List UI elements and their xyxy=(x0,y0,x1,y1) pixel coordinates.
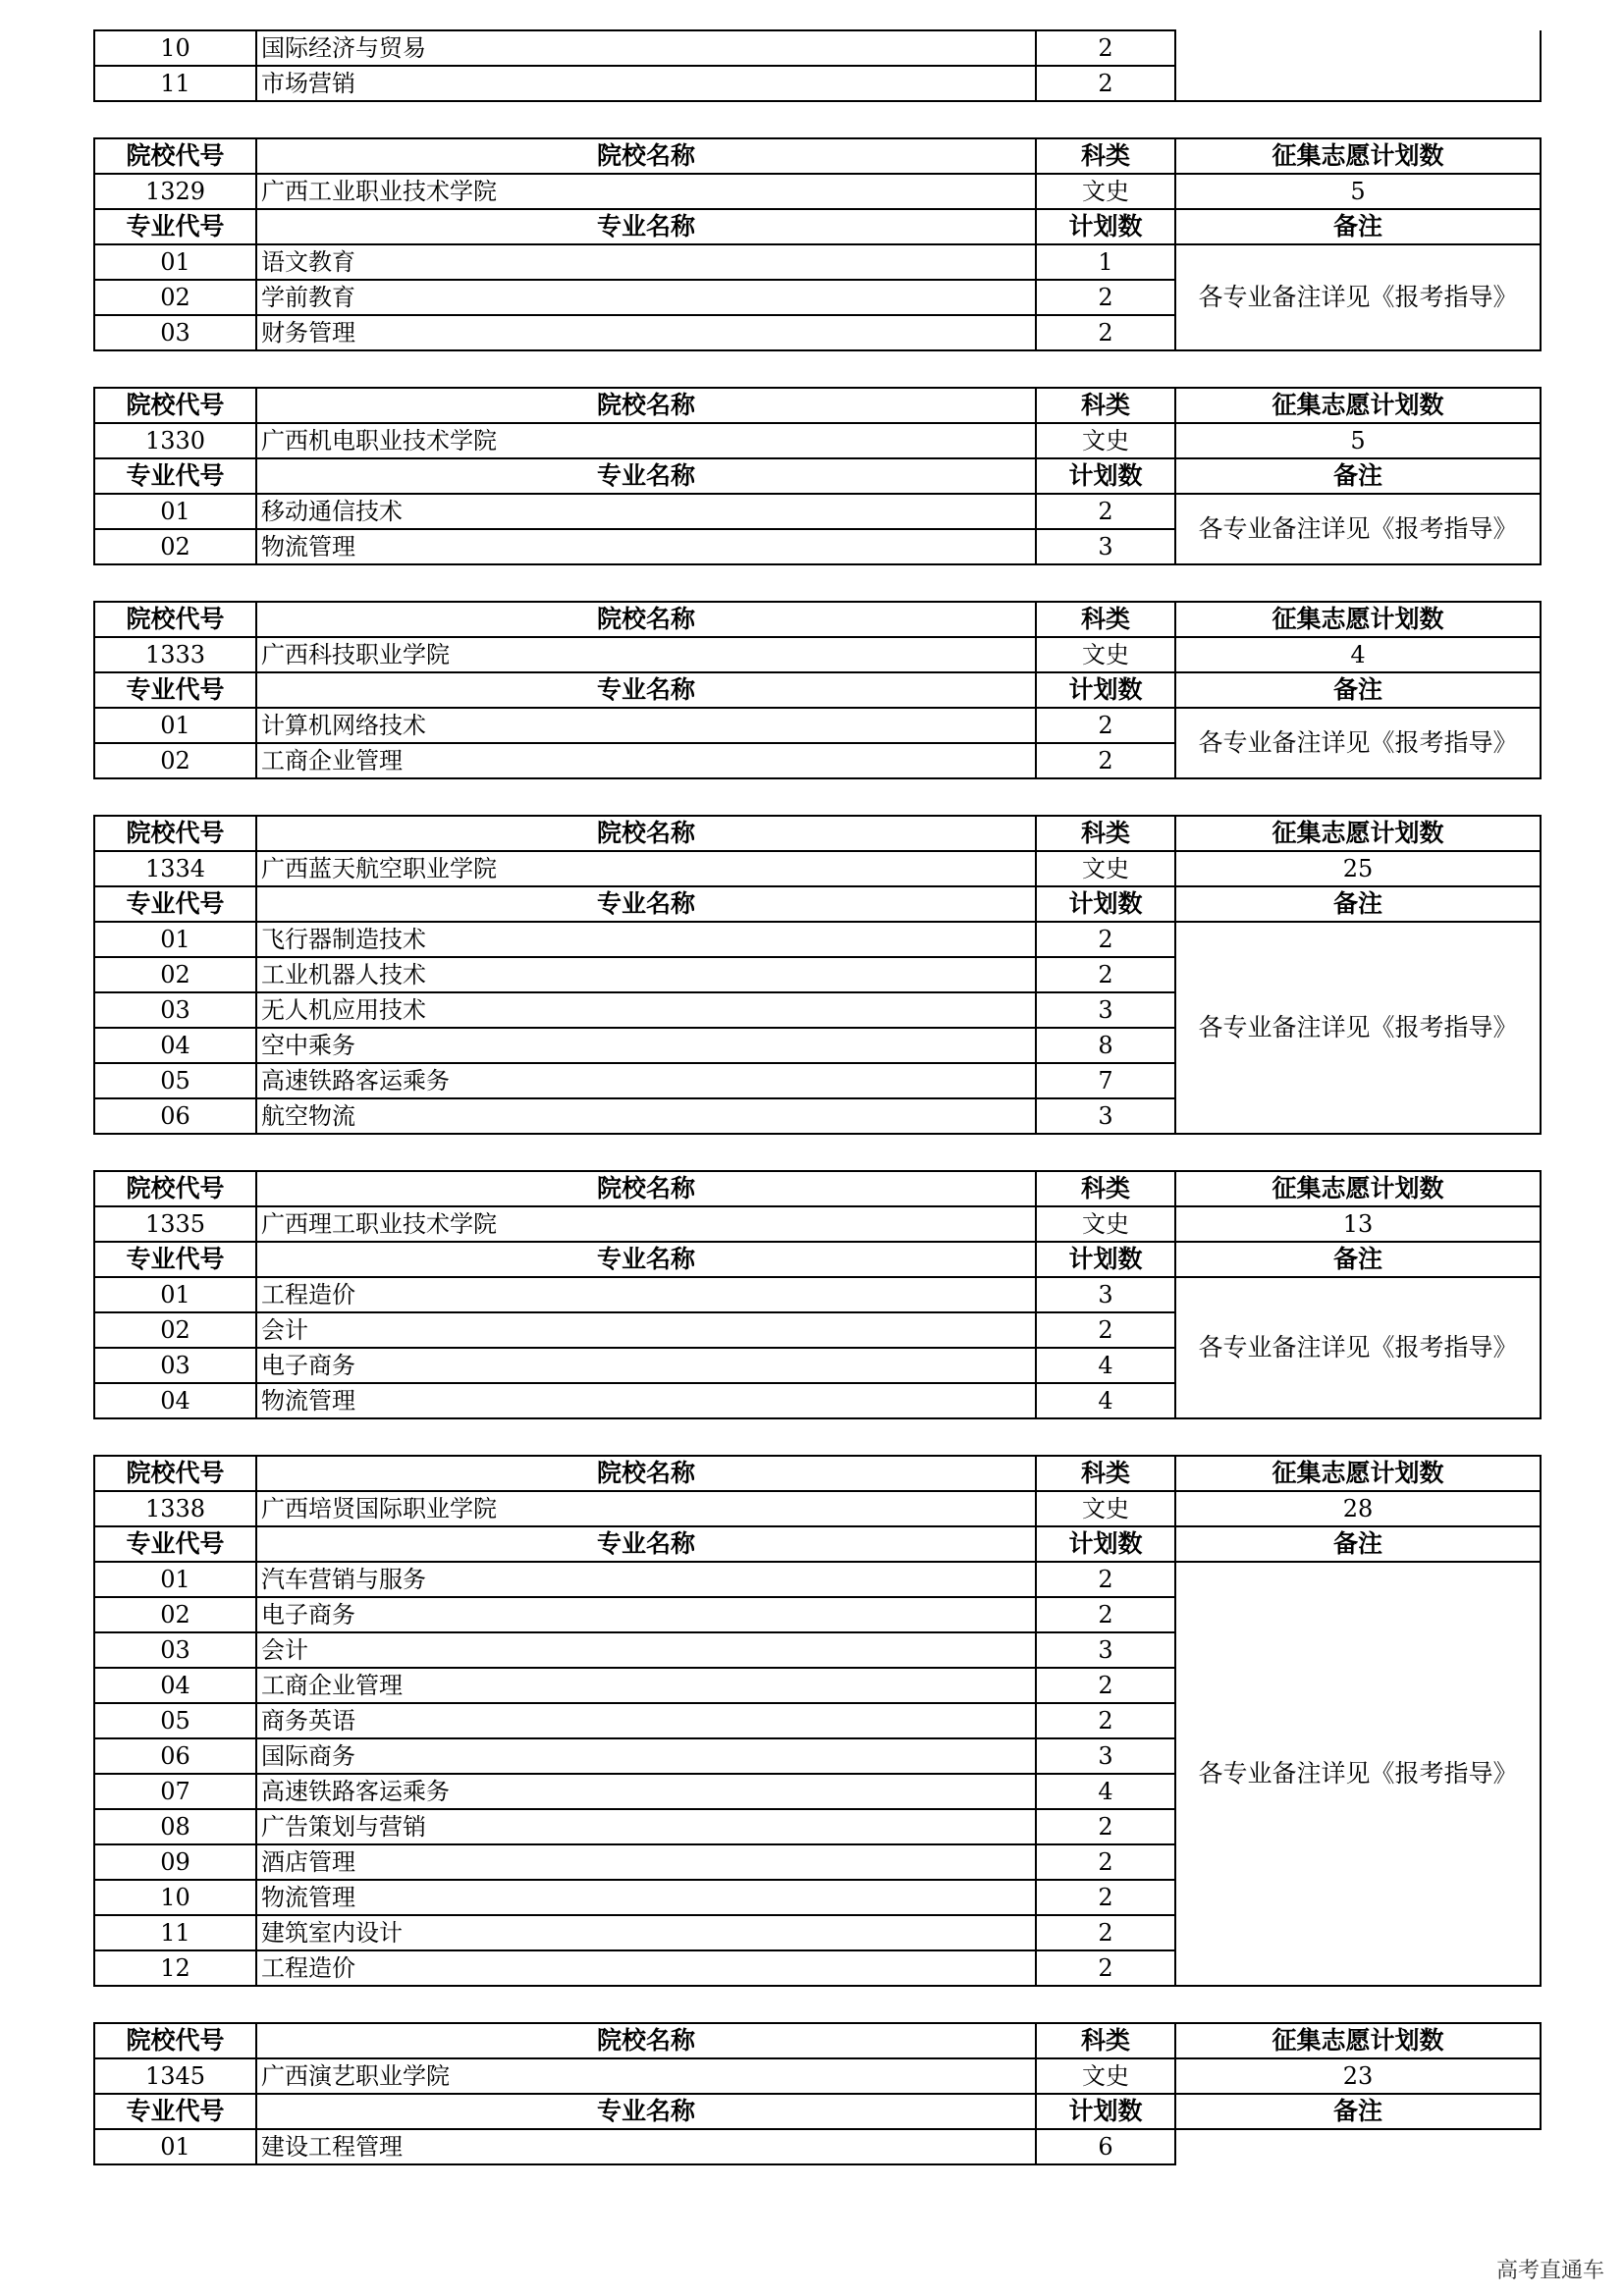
major-name: 会计 xyxy=(256,1312,1036,1348)
remark-header: 备注 xyxy=(1175,209,1541,244)
school-plan-total: 23 xyxy=(1175,2058,1541,2094)
major-plan-count: 2 xyxy=(1036,1915,1175,1950)
school-category: 文史 xyxy=(1036,423,1175,458)
school-name-header: 院校名称 xyxy=(256,138,1036,174)
school-name: 广西培贤国际职业学院 xyxy=(256,1491,1036,1526)
school-plan-total: 4 xyxy=(1175,637,1541,672)
plan-total-header: 征集志愿计划数 xyxy=(1175,1171,1541,1206)
major-code: 01 xyxy=(94,494,256,529)
watermark: 高考直通车 xyxy=(1495,2259,1604,2283)
school-plan-total: 25 xyxy=(1175,851,1541,886)
major-name: 工程造价 xyxy=(256,1277,1036,1312)
blank-remark-cell xyxy=(1175,30,1541,101)
major-name: 国际商务 xyxy=(256,1738,1036,1774)
major-name: 电子商务 xyxy=(256,1348,1036,1383)
category-header: 科类 xyxy=(1036,1456,1175,1491)
remark-header: 备注 xyxy=(1175,2094,1541,2129)
school-code-header: 院校代号 xyxy=(94,602,256,637)
plan-total-header: 征集志愿计划数 xyxy=(1175,138,1541,174)
table-row xyxy=(94,602,1541,637)
school-list xyxy=(93,137,1542,2165)
major-plan-count: 2 xyxy=(1036,280,1175,315)
major-code: 05 xyxy=(94,1063,256,1098)
school-table xyxy=(93,2022,1542,2165)
major-plan-count: 8 xyxy=(1036,1028,1175,1063)
school-code-header: 院校代号 xyxy=(94,138,256,174)
major-name: 空中乘务 xyxy=(256,1028,1036,1063)
major-plan-count: 2 xyxy=(1036,1880,1175,1915)
remark-note: 各专业备注详见《报考指导》 xyxy=(1175,708,1541,778)
major-code: 01 xyxy=(94,1277,256,1312)
plan-count-header: 计划数 xyxy=(1036,886,1175,922)
plan-total-header: 征集志愿计划数 xyxy=(1175,602,1541,637)
major-name: 高速铁路客运乘务 xyxy=(256,1774,1036,1809)
major-code: 04 xyxy=(94,1668,256,1703)
school-name: 广西蓝天航空职业学院 xyxy=(256,851,1036,886)
plan-total-header: 征集志愿计划数 xyxy=(1175,1456,1541,1491)
major-name: 学前教育 xyxy=(256,280,1036,315)
school-plan-total: 5 xyxy=(1175,174,1541,209)
remark-header: 备注 xyxy=(1175,1526,1541,1562)
plan-total-header: 征集志愿计划数 xyxy=(1175,388,1541,423)
remark-note: 各专业备注详见《报考指导》 xyxy=(1175,494,1541,564)
major-name: 广告策划与营销 xyxy=(256,1809,1036,1844)
school-code: 1333 xyxy=(94,637,256,672)
school-name: 广西演艺职业学院 xyxy=(256,2058,1036,2094)
table-row xyxy=(94,1456,1541,1491)
table-row xyxy=(94,388,1541,423)
plan-count-header: 计划数 xyxy=(1036,209,1175,244)
school-table xyxy=(93,387,1542,565)
major-code-header: 专业代号 xyxy=(94,1242,256,1277)
major-name-header: 专业名称 xyxy=(256,1526,1036,1562)
school-code: 1335 xyxy=(94,1206,256,1242)
major-plan-count: 2 xyxy=(1036,743,1175,778)
school-name-header: 院校名称 xyxy=(256,388,1036,423)
plan-count-header: 计划数 xyxy=(1036,1526,1175,1562)
major-code: 07 xyxy=(94,1774,256,1809)
school-plan-total: 5 xyxy=(1175,423,1541,458)
table-row xyxy=(94,672,1541,708)
major-plan-count: 4 xyxy=(1036,1383,1175,1418)
major-code: 01 xyxy=(94,708,256,743)
major-name: 计算机网络技术 xyxy=(256,708,1036,743)
plan-count-header: 计划数 xyxy=(1036,672,1175,708)
school-name-header: 院校名称 xyxy=(256,816,1036,851)
major-plan-count: 6 xyxy=(1036,2129,1175,2164)
major-plan-count: 4 xyxy=(1036,1348,1175,1383)
major-plan-count: 2 xyxy=(1036,957,1175,992)
category-header: 科类 xyxy=(1036,138,1175,174)
remark-header: 备注 xyxy=(1175,886,1541,922)
table-row: 11 市场营销 2 xyxy=(94,66,1541,101)
major-name: 高速铁路客运乘务 xyxy=(256,1063,1036,1098)
major-plan-count: 2 xyxy=(1036,1809,1175,1844)
major-name-header: 专业名称 xyxy=(256,1242,1036,1277)
major-code: 02 xyxy=(94,743,256,778)
major-plan-count: 4 xyxy=(1036,1774,1175,1809)
major-plan-count: 3 xyxy=(1036,529,1175,564)
school-table xyxy=(93,137,1542,351)
major-code: 01 xyxy=(94,244,256,280)
school-category: 文史 xyxy=(1036,1491,1175,1526)
partial-table xyxy=(93,29,1542,102)
school-code-header: 院校代号 xyxy=(94,816,256,851)
major-plan-count: 2 xyxy=(1036,708,1175,743)
remark-note: 各专业备注详见《报考指导》 xyxy=(1175,922,1541,1134)
major-name: 语文教育 xyxy=(256,244,1036,280)
major-name-header: 专业名称 xyxy=(256,458,1036,494)
major-name: 财务管理 xyxy=(256,315,1036,350)
major-plan-count: 2 xyxy=(1036,922,1175,957)
major-code: 02 xyxy=(94,957,256,992)
table-row xyxy=(94,2023,1541,2058)
category-header: 科类 xyxy=(1036,2023,1175,2058)
school-category: 文史 xyxy=(1036,851,1175,886)
major-name: 工商企业管理 xyxy=(256,743,1036,778)
document-page xyxy=(93,29,1542,2165)
major-code: 08 xyxy=(94,1809,256,1844)
table-row xyxy=(94,1206,1541,1242)
plan-total-header: 征集志愿计划数 xyxy=(1175,816,1541,851)
blank-remark-cell xyxy=(1175,2129,1541,2164)
major-code: 03 xyxy=(94,315,256,350)
plan-count-header: 计划数 xyxy=(1036,458,1175,494)
table-row xyxy=(94,637,1541,672)
category-header: 科类 xyxy=(1036,1171,1175,1206)
major-plan-count: 2 xyxy=(1036,1668,1175,1703)
major-plan-count: 2 xyxy=(1036,315,1175,350)
school-name-header: 院校名称 xyxy=(256,602,1036,637)
major-code-header: 专业代号 xyxy=(94,886,256,922)
major-plan-count: 2 xyxy=(1036,1950,1175,1986)
major-code: 04 xyxy=(94,1028,256,1063)
school-code: 1345 xyxy=(94,2058,256,2094)
major-name: 物流管理 xyxy=(256,1880,1036,1915)
school-plan-total: 13 xyxy=(1175,1206,1541,1242)
school-name-header: 院校名称 xyxy=(256,1456,1036,1491)
plan-count-header: 计划数 xyxy=(1036,1242,1175,1277)
major-plan-count: 2 xyxy=(1036,1844,1175,1880)
major-code-header: 专业代号 xyxy=(94,672,256,708)
major-plan-count: 7 xyxy=(1036,1063,1175,1098)
major-name: 建筑室内设计 xyxy=(256,1915,1036,1950)
table-row xyxy=(94,1171,1541,1206)
major-name: 商务英语 xyxy=(256,1703,1036,1738)
table-row xyxy=(94,2094,1541,2129)
major-code: 10 xyxy=(94,1880,256,1915)
major-plan-count: 2 xyxy=(1036,1562,1175,1597)
table-row xyxy=(94,494,1541,529)
major-code: 09 xyxy=(94,1844,256,1880)
major-code: 05 xyxy=(94,1703,256,1738)
major-code-header: 专业代号 xyxy=(94,458,256,494)
major-code: 02 xyxy=(94,280,256,315)
major-plan-count: 3 xyxy=(1036,1098,1175,1134)
table-row xyxy=(94,244,1541,280)
school-code: 1334 xyxy=(94,851,256,886)
table-row xyxy=(94,1526,1541,1562)
school-name: 广西科技职业学院 xyxy=(256,637,1036,672)
major-plan-count: 1 xyxy=(1036,244,1175,280)
table-row xyxy=(94,816,1541,851)
table-row xyxy=(94,458,1541,494)
table-row xyxy=(94,886,1541,922)
table-row xyxy=(94,209,1541,244)
school-code: 1329 xyxy=(94,174,256,209)
major-plan-count: 2 xyxy=(1036,1312,1175,1348)
school-name: 广西机电职业技术学院 xyxy=(256,423,1036,458)
major-name: 工业机器人技术 xyxy=(256,957,1036,992)
category-header: 科类 xyxy=(1036,816,1175,851)
major-code-header: 专业代号 xyxy=(94,2094,256,2129)
major-name: 会计 xyxy=(256,1632,1036,1668)
major-name: 工商企业管理 xyxy=(256,1668,1036,1703)
major-code: 04 xyxy=(94,1383,256,1418)
major-code: 03 xyxy=(94,992,256,1028)
school-table xyxy=(93,601,1542,779)
major-code: 12 xyxy=(94,1950,256,1986)
remark-header: 备注 xyxy=(1175,458,1541,494)
major-code: 06 xyxy=(94,1738,256,1774)
table-row: 10 国际经济与贸易 2 xyxy=(94,30,1541,66)
school-name: 广西工业职业技术学院 xyxy=(256,174,1036,209)
table-row xyxy=(94,423,1541,458)
major-code: 03 xyxy=(94,1632,256,1668)
major-name-header: 专业名称 xyxy=(256,2094,1036,2129)
school-category: 文史 xyxy=(1036,2058,1175,2094)
school-code: 1330 xyxy=(94,423,256,458)
school-category: 文史 xyxy=(1036,174,1175,209)
table-row xyxy=(94,1491,1541,1526)
school-name: 广西理工职业技术学院 xyxy=(256,1206,1036,1242)
school-code-header: 院校代号 xyxy=(94,2023,256,2058)
table-row xyxy=(94,708,1541,743)
major-plan-count: 3 xyxy=(1036,992,1175,1028)
major-name-header: 专业名称 xyxy=(256,886,1036,922)
table-row xyxy=(94,1562,1541,1597)
category-header: 科类 xyxy=(1036,388,1175,423)
major-code: 02 xyxy=(94,1312,256,1348)
major-name-header: 专业名称 xyxy=(256,209,1036,244)
school-code: 1338 xyxy=(94,1491,256,1526)
major-code: 01 xyxy=(94,1562,256,1597)
table-row xyxy=(94,1277,1541,1312)
major-plan-count: 2 xyxy=(1036,494,1175,529)
school-code-header: 院校代号 xyxy=(94,1171,256,1206)
remark-header: 备注 xyxy=(1175,672,1541,708)
table-row xyxy=(94,2129,1541,2164)
table-row xyxy=(94,138,1541,174)
table-row xyxy=(94,851,1541,886)
major-name: 航空物流 xyxy=(256,1098,1036,1134)
major-name: 无人机应用技术 xyxy=(256,992,1036,1028)
major-code-header: 专业代号 xyxy=(94,209,256,244)
remark-note: 各专业备注详见《报考指导》 xyxy=(1175,1562,1541,1986)
table-row xyxy=(94,2058,1541,2094)
table-row xyxy=(94,1242,1541,1277)
major-name: 建设工程管理 xyxy=(256,2129,1036,2164)
major-plan-count: 3 xyxy=(1036,1277,1175,1312)
major-code: 01 xyxy=(94,922,256,957)
school-code-header: 院校代号 xyxy=(94,1456,256,1491)
major-code: 06 xyxy=(94,1098,256,1134)
major-name: 移动通信技术 xyxy=(256,494,1036,529)
major-code: 03 xyxy=(94,1348,256,1383)
major-plan-count: 2 xyxy=(1036,1597,1175,1632)
school-table xyxy=(93,1170,1542,1419)
major-code-header: 专业代号 xyxy=(94,1526,256,1562)
major-code: 02 xyxy=(94,529,256,564)
school-category: 文史 xyxy=(1036,637,1175,672)
major-name: 酒店管理 xyxy=(256,1844,1036,1880)
remark-note: 各专业备注详见《报考指导》 xyxy=(1175,244,1541,350)
table-row xyxy=(94,174,1541,209)
major-name: 工程造价 xyxy=(256,1950,1036,1986)
major-name: 汽车营销与服务 xyxy=(256,1562,1036,1597)
school-category: 文史 xyxy=(1036,1206,1175,1242)
major-code: 02 xyxy=(94,1597,256,1632)
major-code: 01 xyxy=(94,2129,256,2164)
major-plan-count: 3 xyxy=(1036,1632,1175,1668)
major-name-header: 专业名称 xyxy=(256,672,1036,708)
major-name: 物流管理 xyxy=(256,1383,1036,1418)
major-code: 11 xyxy=(94,1915,256,1950)
plan-total-header: 征集志愿计划数 xyxy=(1175,2023,1541,2058)
school-code-header: 院校代号 xyxy=(94,388,256,423)
school-plan-total: 28 xyxy=(1175,1491,1541,1526)
major-plan-count: 2 xyxy=(1036,1703,1175,1738)
remark-header: 备注 xyxy=(1175,1242,1541,1277)
major-name: 飞行器制造技术 xyxy=(256,922,1036,957)
table-row xyxy=(94,922,1541,957)
plan-count-header: 计划数 xyxy=(1036,2094,1175,2129)
school-table xyxy=(93,815,1542,1135)
remark-note: 各专业备注详见《报考指导》 xyxy=(1175,1277,1541,1418)
major-name: 物流管理 xyxy=(256,529,1036,564)
school-name-header: 院校名称 xyxy=(256,2023,1036,2058)
school-name-header: 院校名称 xyxy=(256,1171,1036,1206)
category-header: 科类 xyxy=(1036,602,1175,637)
major-plan-count: 3 xyxy=(1036,1738,1175,1774)
major-name: 电子商务 xyxy=(256,1597,1036,1632)
school-table xyxy=(93,1455,1542,1987)
